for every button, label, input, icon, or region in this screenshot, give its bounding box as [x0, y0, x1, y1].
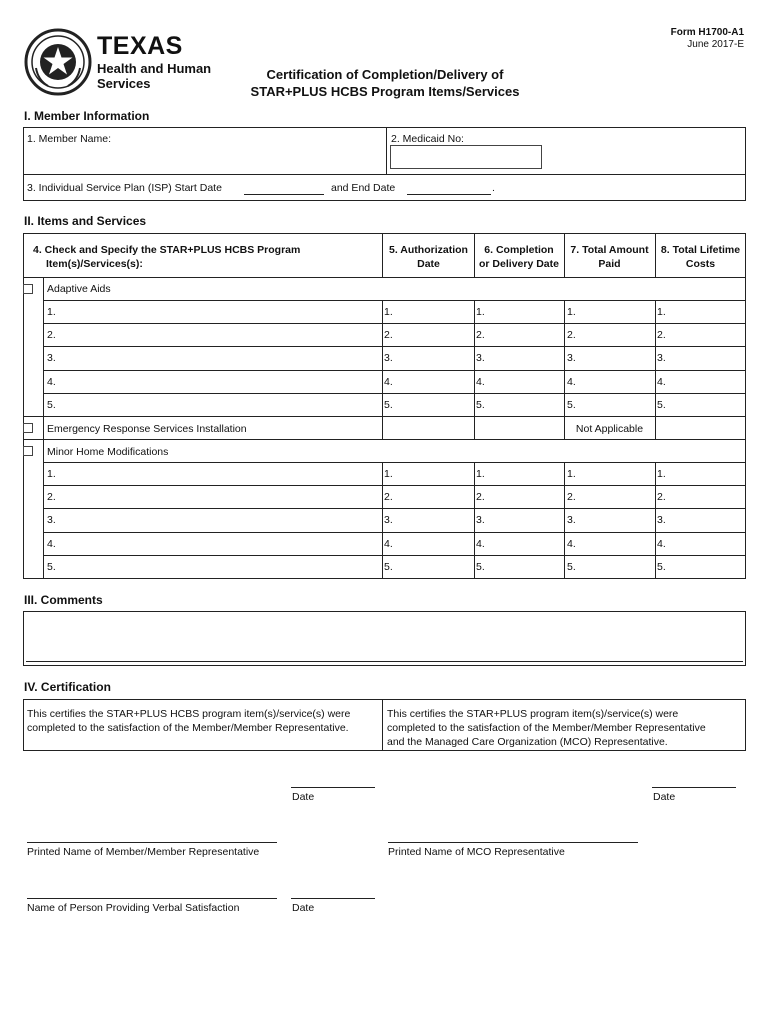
divider [382, 323, 383, 346]
col5-header-line1: 5. Authorization [389, 244, 468, 256]
divider [564, 462, 565, 485]
mco-date-label: Date [653, 791, 676, 803]
divider [564, 555, 565, 578]
adaptive-aids-row4-lifetime-cost[interactable]: 4. [657, 375, 666, 388]
cert-right-line1: This certifies the STAR+PLUS program item(s)/service(s) were [387, 708, 679, 720]
page-title [200, 66, 570, 100]
form-number: Form H1700-A1 [670, 27, 744, 38]
divider [382, 508, 383, 531]
col7-header-line1: 7. Total Amount [570, 244, 649, 256]
adaptive-aids-row5-total-amount[interactable]: 5. [567, 398, 576, 411]
cert-right-line2: completed to the satisfaction of the Member/Member Representative [387, 722, 706, 734]
isp-end-date-label: and End Date [331, 182, 396, 194]
mco-printed-name-label: Printed Name of MCO Representative [388, 846, 565, 858]
emergency-response-label: Emergency Response Services Installation [47, 423, 247, 435]
minor-home-mod-row2-item[interactable]: 2. [47, 491, 56, 504]
verbal-satisfaction-date-line[interactable] [291, 898, 375, 899]
divider [474, 323, 475, 346]
cert-left-line2: completed to the satisfaction of the Member/Member Representative. [27, 722, 349, 734]
divider [474, 370, 475, 393]
adaptive-aids-row2-authorization-date[interactable]: 2. [384, 329, 393, 342]
texas-hhs-seal-icon [24, 28, 92, 96]
adaptive-aids-row3-completion-date[interactable]: 3. [476, 352, 485, 365]
col5-header [383, 243, 474, 271]
divider [474, 508, 475, 531]
verbal-satisfaction-name-label: Name of Person Providing Verbal Satisfaction [27, 902, 240, 914]
adaptive-aids-row3-lifetime-cost[interactable]: 3. [657, 352, 666, 365]
adaptive-aids-row3-total-amount[interactable]: 3. [567, 352, 576, 365]
minor-home-mod-row5-lifetime-cost[interactable]: 5. [657, 560, 666, 573]
minor-home-mod-row1-completion-date[interactable]: 1. [476, 468, 485, 480]
comments-box[interactable] [23, 611, 746, 666]
adaptive-aids-row1-completion-date[interactable]: 1. [476, 306, 485, 318]
divider [43, 555, 746, 556]
divider [43, 370, 746, 371]
divider [474, 532, 475, 555]
divider [564, 233, 565, 277]
divider [382, 699, 383, 751]
divider [43, 300, 746, 301]
col4-header-line2: Item(s)/Services(s): [46, 258, 143, 270]
divider [43, 323, 746, 324]
divider [655, 485, 656, 508]
divider [474, 555, 475, 578]
minor-home-mod-checkbox[interactable] [23, 446, 33, 456]
col8-header-line2: Costs [685, 258, 716, 270]
divider [655, 555, 656, 578]
adaptive-aids-row2-completion-date[interactable]: 2. [476, 329, 485, 342]
col6-header-line1: 6. Completion [484, 244, 554, 256]
divider [564, 508, 565, 531]
section-certification-heading: IV. Certification [24, 680, 111, 694]
adaptive-aids-row1-lifetime-cost[interactable]: 1. [657, 306, 666, 318]
adaptive-aids-row5-completion-date[interactable]: 5. [476, 398, 485, 411]
section-member-information-heading: I. Member Information [24, 109, 150, 123]
divider [655, 416, 656, 439]
adaptive-aids-row1-authorization-date[interactable]: 1. [384, 306, 393, 318]
divider [23, 439, 746, 440]
member-name-label: 1. Member Name: [27, 133, 112, 145]
minor-home-mod-row5-authorization-date[interactable]: 5. [384, 560, 393, 573]
end-period: . [492, 182, 495, 194]
emergency-not-applicable: Not Applicable [575, 423, 644, 435]
title-line1: Certification of Completion/Delivery of [266, 67, 504, 82]
cert-right-line3: and the Managed Care Organization (MCO) Representative. [387, 736, 668, 748]
divider [382, 300, 383, 323]
logo-title: TEXAS [97, 32, 183, 60]
divider [382, 370, 383, 393]
col6-header [474, 243, 564, 271]
minor-home-mod-row1-item[interactable]: 1. [47, 468, 56, 480]
minor-home-mod-row3-authorization-date[interactable]: 3. [384, 514, 393, 527]
divider [655, 462, 656, 485]
adaptive-aids-row4-item[interactable]: 4. [47, 375, 56, 388]
isp-end-date-field[interactable] [407, 194, 491, 195]
adaptive-aids-row2-lifetime-cost[interactable]: 2. [657, 329, 666, 342]
isp-start-date-field[interactable] [244, 194, 324, 195]
form-identifier [671, 27, 744, 51]
minor-home-mod-row2-authorization-date[interactable]: 2. [384, 491, 393, 504]
member-date-line[interactable] [291, 787, 375, 788]
minor-home-mod-row3-completion-date[interactable]: 3. [476, 514, 485, 527]
divider [43, 346, 746, 347]
minor-home-mod-row1-lifetime-cost[interactable]: 1. [657, 468, 666, 480]
minor-home-mod-row1-total-amount[interactable]: 1. [567, 468, 576, 480]
minor-home-mod-row1-authorization-date[interactable]: 1. [384, 468, 393, 480]
certification-member-text [27, 707, 350, 735]
isp-start-date-label: 3. Individual Service Plan (ISP) Start Date [27, 182, 222, 194]
cert-left-line1: This certifies the STAR+PLUS HCBS program item(s)/service(s) were [27, 708, 351, 720]
minor-home-mod-row4-completion-date[interactable]: 4. [476, 537, 485, 550]
member-printed-name-label: Printed Name of Member/Member Representative [27, 846, 260, 858]
divider [655, 532, 656, 555]
logo-subtitle [97, 61, 211, 91]
minor-home-mod-row3-item[interactable]: 3. [47, 514, 56, 527]
adaptive-aids-row5-lifetime-cost[interactable]: 5. [657, 398, 666, 411]
divider [43, 462, 746, 463]
divider [382, 393, 383, 416]
adaptive-aids-row3-item[interactable]: 3. [47, 352, 56, 365]
col5-header-line2: Date [417, 258, 440, 270]
minor-home-mod-row4-lifetime-cost[interactable]: 4. [657, 537, 666, 550]
minor-home-mod-row3-total-amount[interactable]: 3. [567, 514, 576, 527]
emergency-response-checkbox[interactable] [23, 423, 33, 433]
divider [655, 370, 656, 393]
divider [43, 532, 746, 533]
divider [564, 300, 565, 323]
divider [43, 485, 746, 486]
divider [382, 555, 383, 578]
divider [23, 277, 746, 278]
minor-home-mod-row5-completion-date[interactable]: 5. [476, 560, 485, 573]
divider [474, 300, 475, 323]
adaptive-aids-row5-authorization-date[interactable]: 5. [384, 398, 393, 411]
divider [564, 532, 565, 555]
divider [23, 416, 746, 417]
adaptive-aids-checkbox[interactable] [23, 284, 33, 294]
member-printed-name-line[interactable] [27, 842, 277, 843]
minor-home-mod-row4-item[interactable]: 4. [47, 537, 56, 550]
col8-header-line1: 8. Total Lifetime [660, 244, 741, 256]
col4-header [26, 243, 326, 271]
medicaid-no-label: 2. Medicaid No: [391, 133, 464, 145]
divider [43, 393, 746, 394]
divider [474, 485, 475, 508]
divider [655, 393, 656, 416]
minor-home-mod-row5-item[interactable]: 5. [47, 560, 56, 573]
form-date: June 2017-E [687, 39, 744, 50]
divider [655, 508, 656, 531]
adaptive-aids-row3-authorization-date[interactable]: 3. [384, 352, 393, 365]
divider [564, 393, 565, 416]
adaptive-aids-row1-total-amount[interactable]: 1. [567, 306, 576, 318]
divider [474, 393, 475, 416]
minor-home-mod-row2-total-amount[interactable]: 2. [567, 491, 576, 504]
divider [655, 323, 656, 346]
divider [43, 508, 746, 509]
divider [23, 174, 746, 175]
divider [474, 233, 475, 277]
title-line2: STAR+PLUS HCBS Program Items/Services [250, 84, 520, 99]
adaptive-aids-label: Adaptive Aids [47, 283, 111, 295]
divider [474, 462, 475, 485]
adaptive-aids-row5-item[interactable]: 5. [47, 398, 56, 411]
divider [655, 346, 656, 369]
adaptive-aids-row4-total-amount[interactable]: 4. [567, 375, 576, 388]
col7-header [564, 243, 655, 271]
divider [564, 346, 565, 369]
divider [382, 462, 383, 485]
col8-header [655, 243, 746, 271]
medicaid-no-input[interactable] [390, 145, 542, 169]
minor-home-mod-row4-total-amount[interactable]: 4. [567, 537, 576, 550]
adaptive-aids-row4-authorization-date[interactable]: 4. [384, 375, 393, 388]
col6-header-line2: or Delivery Date [479, 258, 559, 270]
verbal-satisfaction-name-line[interactable] [27, 898, 277, 899]
adaptive-aids-row4-completion-date[interactable]: 4. [476, 375, 485, 388]
adaptive-aids-row2-item[interactable]: 2. [47, 329, 56, 342]
divider [474, 416, 475, 439]
minor-home-mod-row5-total-amount[interactable]: 5. [567, 560, 576, 573]
verbal-satisfaction-date-label: Date [292, 902, 315, 914]
logo-subtitle-line1: Health and Human [97, 61, 212, 76]
member-date-label: Date [292, 791, 315, 803]
divider [564, 370, 565, 393]
certification-mco-text [387, 707, 706, 749]
col4-header-line1: 4. Check and Specify the STAR+PLUS HCBS Program [33, 244, 301, 256]
divider [386, 127, 387, 174]
divider [382, 346, 383, 369]
divider [382, 485, 383, 508]
mco-date-line[interactable] [652, 787, 736, 788]
divider [382, 532, 383, 555]
section-items-services-heading: II. Items and Services [24, 214, 147, 228]
mco-printed-name-line[interactable] [388, 842, 638, 843]
logo-subtitle-line2: Services [97, 76, 151, 91]
divider [655, 233, 656, 277]
comments-underline [26, 661, 743, 662]
col7-header-line2: Paid [598, 258, 621, 270]
minor-home-mod-row4-authorization-date[interactable]: 4. [384, 537, 393, 550]
section-comments-heading: III. Comments [24, 593, 103, 607]
divider [564, 323, 565, 346]
minor-home-mod-row3-lifetime-cost[interactable]: 3. [657, 514, 666, 527]
minor-home-mod-row2-lifetime-cost[interactable]: 2. [657, 491, 666, 504]
divider [382, 233, 383, 277]
minor-home-mod-label: Minor Home Modifications [47, 446, 169, 458]
divider [382, 416, 383, 439]
minor-home-mod-row2-completion-date[interactable]: 2. [476, 491, 485, 504]
adaptive-aids-row1-item[interactable]: 1. [47, 306, 56, 318]
adaptive-aids-row2-total-amount[interactable]: 2. [567, 329, 576, 342]
divider [564, 485, 565, 508]
divider [655, 300, 656, 323]
divider [474, 346, 475, 369]
